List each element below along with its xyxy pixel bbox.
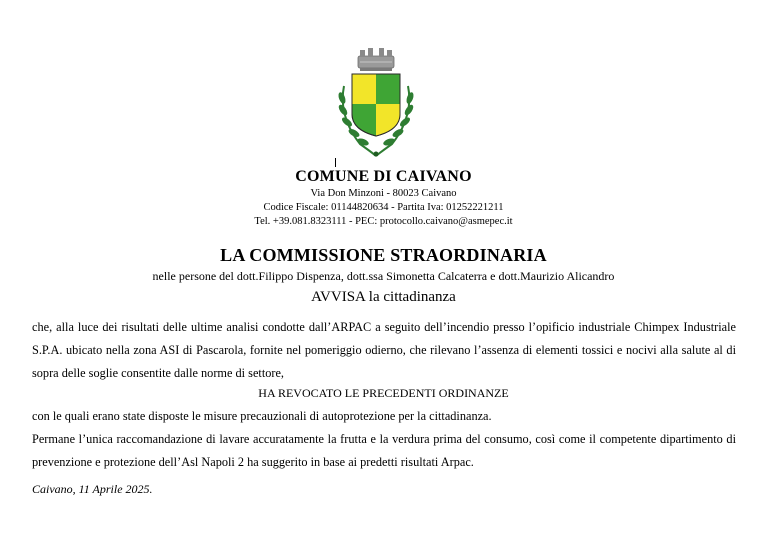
contact-info: Tel. +39.081.8323111 - PEC: protocollo.caivano@asmepec.it <box>254 216 513 227</box>
crown-icon <box>358 48 394 71</box>
place-and-date: Caivano, 11 Aprile 2025. <box>32 482 153 496</box>
notice-title: LA COMMISSIONE STRAORDINARIA <box>220 245 547 265</box>
shield-icon <box>352 74 400 136</box>
municipality-address: Via Don Minzoni - 80023 Caivano <box>310 188 457 199</box>
commission-members: nelle persone del dott.Filippo Dispenza, dott.ssa Simonetta Calcaterra e dott.Maurizio Alicandro <box>152 269 615 283</box>
paragraph-findings: che, alla luce dei risultati delle ultime analisi condotte dall’ARPAC a seguito dell’incendio presso l’opificio industriale Chimpex Industriale S.P.A. ubicato nella zona ASI di Pascarola, fornite nel pomeriggio odierno, che rilevano l’assenza di elementi tossici e nocivi alla salute al di sopra delle soglie consentite dalle norme di settore, <box>32 320 736 380</box>
paragraph-measures: con le quali erano state disposte le misure precauzionali di autoprotezione per la cittadinanza. <box>32 409 492 423</box>
paragraph-recommendation: Permane l’unica raccomandazione di lavare accuratamente la frutta e la verdura prima del consumo, così come il competente dipartimento di prevenzione e protezione dell’Asl Napoli 2 ha suggerito in base ai predetti risultati Arpac. <box>32 432 736 469</box>
announcement-line: AVVISA la cittadinanza <box>311 289 456 305</box>
municipal-crest-icon <box>330 46 422 164</box>
notice-body <box>32 405 736 474</box>
decision-line: HA REVOCATO LE PRECEDENTI ORDINANZE <box>258 386 509 400</box>
tax-info: Codice Fiscale: 01144820634 - Partita Iva: 01252221211 <box>263 202 504 213</box>
municipality-name: COMUNE DI CAIVANO <box>295 168 472 185</box>
margin-mark <box>335 158 336 167</box>
